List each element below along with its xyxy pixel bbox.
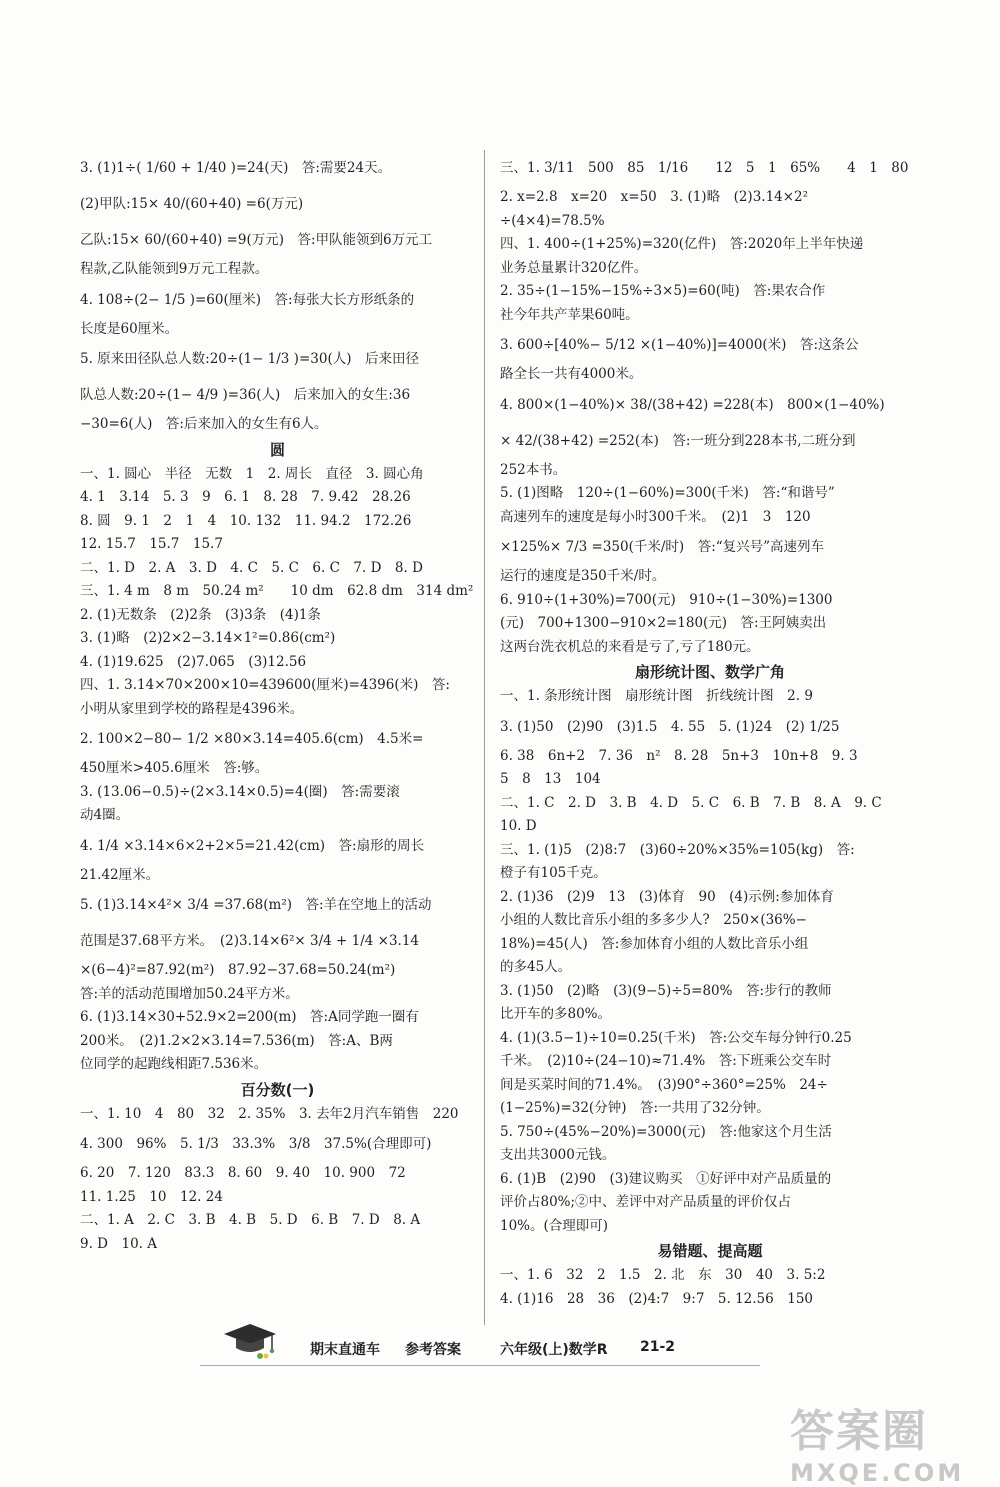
answer-line: ×(6−4)²=87.92(m²) 87.92−37.68=50.24(m²) xyxy=(80,962,396,978)
answer-line: 队总人数:20÷(1− 4/9 )=36(人) 后来加入的女生:36 xyxy=(80,387,411,403)
answer-line: 2. x=2.8 x=20 x=50 3. (1)略 (2)3.14×2² xyxy=(500,189,809,205)
answer-line: 长度是60厘米。 xyxy=(80,320,179,337)
answer-line: 4. (1)19.625 (2)7.065 (3)12.56 xyxy=(80,653,307,670)
answer-line: 一、1. 条形统计图 扇形统计图 折线统计图 2. 9 xyxy=(500,688,813,704)
answer-line: 小明从家里到学校的路程是4396米。 xyxy=(80,700,304,717)
answer-line: 4. 1 3.14 5. 3 9 6. 1 8. 28 7. 9.42 28.26 xyxy=(80,489,411,505)
answer-line: 程款,乙队能领到9万元工程款。 xyxy=(80,261,269,277)
answer-line: 一、1. 圆心 半径 无数 1 2. 周长 直径 3. 圆心角 xyxy=(80,465,424,482)
answer-line: 4. (1)16 28 36 (2)4:7 9:7 5. 12.56 150 xyxy=(500,1290,813,1307)
answer-line: 三、1. 3/11 500 85 1/16 12 5 1 65% 4 1 80 xyxy=(500,160,909,176)
answer-line: 一、1. 10 4 80 32 2. 35% 3. 去年2月汽车销售 220 xyxy=(80,1105,459,1122)
answer-line: 一、1. 6 32 2 1.5 2. 北 东 30 40 3. 5:2 xyxy=(500,1267,826,1283)
answer-line: 9. D 10. A xyxy=(80,1235,158,1252)
answer-line: 4. 108÷(2− 1/5 )=60(厘米) 答:每张大长方形纸条的 xyxy=(80,291,415,308)
answer-line: 支出共3000元钱。 xyxy=(500,1147,616,1163)
answer-line: 小组的人数比音乐小组的多多少人? 250×(36%− xyxy=(500,912,807,928)
answer-line: 5. (1)图略 120÷(1−60%)=300(千米) 答:“和谐号” xyxy=(500,485,835,501)
right-column xyxy=(500,150,920,1311)
answer-line: (2)甲队:15× 40/(60+40) =6(万元) xyxy=(80,196,304,212)
answer-line: 动4圈。 xyxy=(80,807,130,823)
answer-line: 四、1. 3.14×70×200×10=439600(厘米)=4396(米) 答: xyxy=(80,677,450,693)
answer-line: 12. 15.7 15.7 15.7 xyxy=(80,536,223,552)
left-column xyxy=(80,150,475,1256)
answer-line: 四、1. 400÷(1+25%)=320(亿件) 答:2020年上半年快递 xyxy=(500,236,864,252)
answer-line: 6. 38 6n+2 7. 36 n² 8. 28 5n+3 10n+8 9. 3 xyxy=(500,747,858,764)
answer-line: 3. (1)50 (2)90 (3)1.5 4. 55 5. (1)24 (2) 1/25 xyxy=(500,718,840,735)
answer-line: 10. D xyxy=(500,818,537,834)
answer-line: 6. 910÷(1+30%)=700(元) 910÷(1−30%)=1300 xyxy=(500,591,833,608)
answer-line: 4. (1)(3.5−1)÷10=0.25(千米) 答:公交车每分钟行0.25 xyxy=(500,1029,852,1046)
answer-line: 6. 20 7. 120 83.3 8. 60 9. 40 10. 900 72 xyxy=(80,1165,406,1181)
answer-line: 21.42厘米。 xyxy=(80,866,160,883)
answer-line: 2. (1)36 (2)9 13 (3)体育 90 (4)示例:参加体育 xyxy=(500,888,834,905)
answer-line: 业务总量累计320亿件。 xyxy=(500,259,648,276)
answer-line: 200米。 (2)1.2×2×3.14=7.536(m) 答:A、B两 xyxy=(80,1032,393,1049)
answer-line: 千米。 (2)10÷(24−10)≈71.4% 答:下班乘公交车时 xyxy=(500,1053,832,1069)
answer-line: 8. 圆 9. 1 2 1 4 10. 132 11. 94.2 172.26 xyxy=(80,512,412,529)
answer-line: 5. 750÷(45%−20%)=3000(元) 答:他家这个月生活 xyxy=(500,1123,832,1140)
answer-line: ÷(4×4)=78.5% xyxy=(500,212,605,229)
answer-line: 11. 1.25 10 12. 24 xyxy=(80,1188,223,1205)
answer-line: 社今年共产苹果60吨。 xyxy=(500,306,639,323)
answer-line: 橙子有105千克。 xyxy=(500,865,607,881)
section-heading: 百分数(一) xyxy=(240,1080,315,1099)
answer-line: 5 8 13 104 xyxy=(500,771,601,787)
footer-page: 21-2 xyxy=(640,1339,676,1355)
answer-line: 4. 1/4 ×3.14×6×2+2×5=21.42(cm) 答:扇形的周长 xyxy=(80,837,425,854)
page-footer xyxy=(200,1335,900,1365)
answer-line: 乙队:15× 60/(60+40) =9(万元) 答:甲队能领到6万元工 xyxy=(80,232,433,248)
answer-line: 3. (1)1÷( 1/60 + 1/40 )=24(天) 答:需要24天。 xyxy=(80,160,392,176)
answer-line: 二、1. A 2. C 3. B 4. B 5. D 6. B 7. D 8. A xyxy=(80,1212,421,1228)
answer-line: 位同学的起跑线相距7.536米。 xyxy=(80,1056,268,1072)
answer-line: (元) 700+1300−910×2=180(元) 答:王阿姨卖出 xyxy=(500,615,827,631)
answer-line: 运行的速度是350千米/时。 xyxy=(500,568,666,584)
answer-line: 6. (1)B (2)90 (3)建议购买 ①好评中对产品质量的 xyxy=(500,1170,832,1187)
answer-line: −30=6(人) 答:后来加入的女生有6人。 xyxy=(80,416,328,432)
answer-line: 这两台洗衣机总的来看是亏了,亏了180元。 xyxy=(500,638,760,655)
answer-line: 路全长一共有4000米。 xyxy=(500,366,643,382)
answer-line: 5. 原来田径队总人数:20÷(1− 1/3 )=30(人) 后来田径 xyxy=(80,351,419,367)
answer-line: 三、1. (1)5 (2)8:7 (3)60÷20%×35%=105(kg) 答: xyxy=(500,841,855,858)
answer-line: (1−25%)=32(分钟) 答:一共用了32分钟。 xyxy=(500,1100,770,1116)
answer-line: 3. (1)略 (2)2×2−3.14×1²=0.86(cm²) xyxy=(80,630,336,646)
answer-line: ×125%× 7/3 =350(千米/时) 答:“复兴号”高速列车 xyxy=(500,539,825,555)
footer-grade: 六年级(上)数学R xyxy=(500,1342,608,1358)
footer-rule xyxy=(200,1365,760,1366)
answer-line: 二、1. D 2. A 3. D 4. C 5. C 6. C 7. D 8. D xyxy=(80,559,423,576)
section-heading: 圆 xyxy=(269,440,285,459)
answer-line: 2. 35÷(1−15%−15%÷3×5)=60(吨) 答:果农合作 xyxy=(500,283,826,299)
answer-line: 比开车的多80%。 xyxy=(500,1006,612,1022)
answer-line: 2. (1)无数条 (2)2条 (3)3条 (4)1条 xyxy=(80,606,321,623)
answer-line: 4. 300 96% 5. 1/3 33.3% 3/8 37.5%(合理即可) xyxy=(80,1136,432,1152)
answer-line: 间是买菜时间的71.4%。 (3)90°÷360°=25% 24÷ xyxy=(500,1076,828,1093)
answer-line: 3. 600÷[40%− 5/12 ×(1−40%)]=4000(米) 答:这条公 xyxy=(500,337,859,353)
column-divider xyxy=(484,150,485,1325)
footer-title: 期末直通车 xyxy=(310,1342,380,1358)
answer-line: 三、1. 4 m 8 m 50.24 m² 10 dm 62.8 dm 314 dm² xyxy=(80,583,474,599)
answer-line: 3. (13.06−0.5)÷(2×3.14×0.5)=4(圈) 答:需要滚 xyxy=(80,783,400,800)
answer-line: × 42/(38+42) =252(本) 答:一班分到228本书,二班分到 xyxy=(500,432,856,449)
watermark-url: MXQE.COM xyxy=(790,1459,965,1487)
watermark-text: 答案圈 xyxy=(790,1406,928,1457)
answer-line: 范围是37.68平方米。 (2)3.14×6²× 3/4 + 1/4 ×3.14 xyxy=(80,933,420,949)
answer-line: 4. 800×(1−40%)× 38/(38+42) =228(本) 800×(1−40%) xyxy=(500,396,885,413)
answer-line: 3. (1)50 (2)略 (3)(9−5)÷5=80% 答:步行的教师 xyxy=(500,982,832,999)
footer-subtitle: 参考答案 xyxy=(405,1342,461,1358)
answer-line: 450厘米>405.6厘米 答:够。 xyxy=(80,760,269,776)
answer-line: 10%。(合理即可) xyxy=(500,1217,609,1234)
answer-line: 的多45人。 xyxy=(500,959,572,975)
answer-line: 6. (1)3.14×30+52.9×2=200(m) 答:A同学跑一圈有 xyxy=(80,1009,419,1025)
section-heading: 易错题、提高题 xyxy=(657,1242,763,1260)
answer-line: 答:羊的活动范围增加50.24平方米。 xyxy=(80,985,299,1002)
watermark xyxy=(790,1395,964,1487)
section-heading: 扇形统计图、数学广角 xyxy=(634,663,785,681)
answer-line: 二、1. C 2. D 3. B 4. D 5. C 6. B 7. B 8. A 9. C xyxy=(500,794,882,811)
answer-line: 高速列车的速度是每小时300千米。 (2)1 3 120 xyxy=(500,508,811,525)
answer-line: 252本书。 xyxy=(500,461,567,478)
answer-line: 18%)=45(人) 答:参加体育小组的人数比音乐小组 xyxy=(500,935,809,952)
answer-line: 2. 100×2−80− 1/2 ×80×3.14=405.6(cm) 4.5米= xyxy=(80,731,424,747)
answer-line: 评价占80%;②中、差评中对产品质量的评价仅占 xyxy=(500,1194,792,1210)
answer-line: 5. (1)3.14×4²× 3/4 =37.68(m²) 答:羊在空地上的活动 xyxy=(80,897,432,913)
